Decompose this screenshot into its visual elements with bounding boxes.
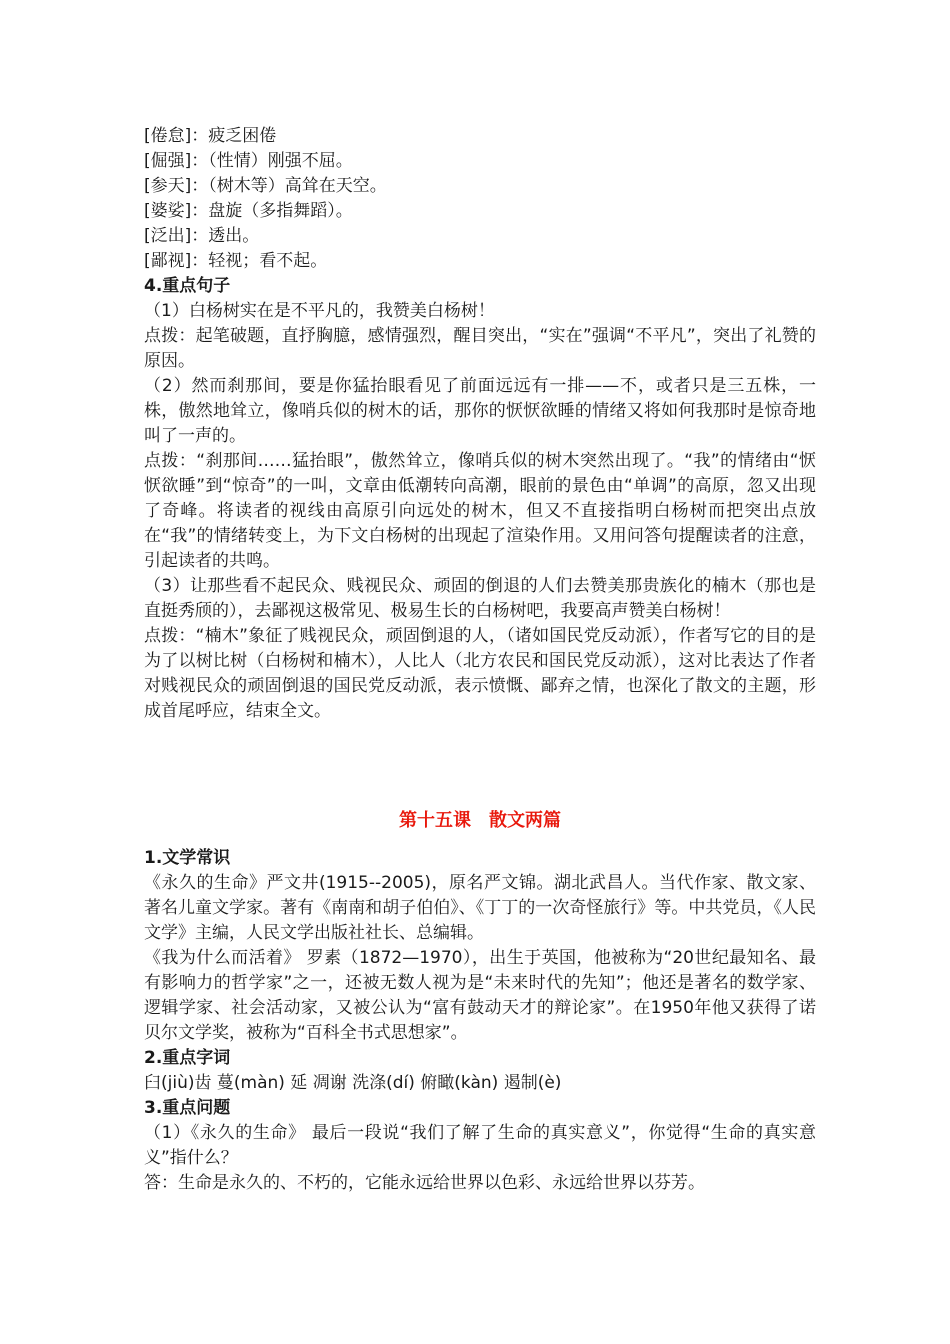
key-sentence: （2）然而刹那间，要是你猛抬眼看见了前面远远有一排——不，或者只是三五株，一株，傲然地耸立，像哨兵似的树木的话，那你的恹恹欲睡的情绪又将如何我那时是惊奇地叫了一声的。 xyxy=(144,376,816,446)
key-words: 臼(jiù)齿 蔓(màn) 延 凋谢 洗涤(dí) 俯瞰(kàn) 遏制(è) xyxy=(144,1073,562,1093)
sentence-note: 点拨：起笔破题，直抒胸臆，感情强烈，醒目突出，“实在”强调“不平凡”，突出了礼赞的原因。 xyxy=(144,326,816,371)
section-heading: 1.文学常识 xyxy=(144,848,231,868)
literature-note: 《永久的生命》严文井(1915--2005)，原名严文锦。湖北武昌人。当代作家、散文家、著名儿童文学家。著有《南南和胡子伯伯》、《丁丁的一次奇怪旅行》等。中共党员，《人民文学》主编，人民文学出版社社长、总编辑。 xyxy=(144,873,816,943)
sentence-note: 点拨：“楠木”象征了贱视民众，顽固倒退的人，（诸如国民党反动派），作者写它的目的是为了以树比树（白杨树和楠木），人比人（北方农民和国民党反动派），这对比表达了作者对贱视民众的顽固倒退的国民党反动派，表示愤慨、鄙弃之情，也深化了散文的主题，形成首尾呼应，结束全文。 xyxy=(144,626,816,721)
vocab-item: [参天]：（树木等）高耸在天空。 xyxy=(144,176,387,196)
key-question: （1）《永久的生命》 最后一段说“我们了解了生命的真实意义”，你觉得“生命的真实意义”指什么？ xyxy=(144,1123,816,1168)
lesson-title: 第十五课 散文两篇 xyxy=(399,810,561,831)
section-heading: 3.重点问题 xyxy=(144,1098,231,1118)
vocab-item: [婆娑]：盘旋（多指舞蹈）。 xyxy=(144,201,353,221)
sentence-note: 点拨：“刹那间……猛抬眼”，傲然耸立，像哨兵似的树木突然出现了。“我”的情绪由“恹恹欲睡”到“惊奇”的一叫，文章由低潮转向高潮，眼前的景色由“单调”的高原，忽又出现了奇峰。将读者的视线由高原引向远处的树木，但又不直接指明白杨树而把突出点放在“我”的情绪转变上，为下文白杨树的出现起了渲染作用。又用问答句提醒读者的注意，引起读者的共鸣。 xyxy=(144,451,816,571)
document-page xyxy=(144,124,816,724)
vocab-item: [倦怠]：疲乏困倦 xyxy=(144,126,277,146)
literature-note: 《我为什么而活着》 罗素（1872—1970），出生于英国，他被称为“20世纪最知名、最有影响力的哲学家”之一，还被无数人视为是“未来时代的先知”；他还是著名的数学家、逻辑学家、社会活动家，又被公认为“富有鼓动天才的辩论家”。在1950年他又获得了诺贝尔文学奖，被称为“百科全书式思想家”。 xyxy=(144,948,816,1043)
vocab-item: [泛出]：透出。 xyxy=(144,226,260,246)
vocab-item: [鄙视]：轻视；看不起。 xyxy=(144,251,328,271)
key-sentence: （3）让那些看不起民众、贱视民众、顽固的倒退的人们去赞美那贵族化的楠木（那也是直挺秀颀的），去鄙视这极常见、极易生长的白杨树吧，我要高声赞美白杨树！ xyxy=(144,576,816,621)
key-sentence: （1）白杨树实在是不平凡的，我赞美白杨树！ xyxy=(144,301,495,321)
section-heading: 2.重点字词 xyxy=(144,1048,231,1068)
vocab-item: [倔强]：（性情）刚强不屈。 xyxy=(144,151,353,171)
key-answer: 答：生命是永久的、不朽的，它能永远给世界以色彩、永远给世界以芬芳。 xyxy=(144,1173,705,1193)
section-heading: 4.重点句子 xyxy=(144,276,231,296)
